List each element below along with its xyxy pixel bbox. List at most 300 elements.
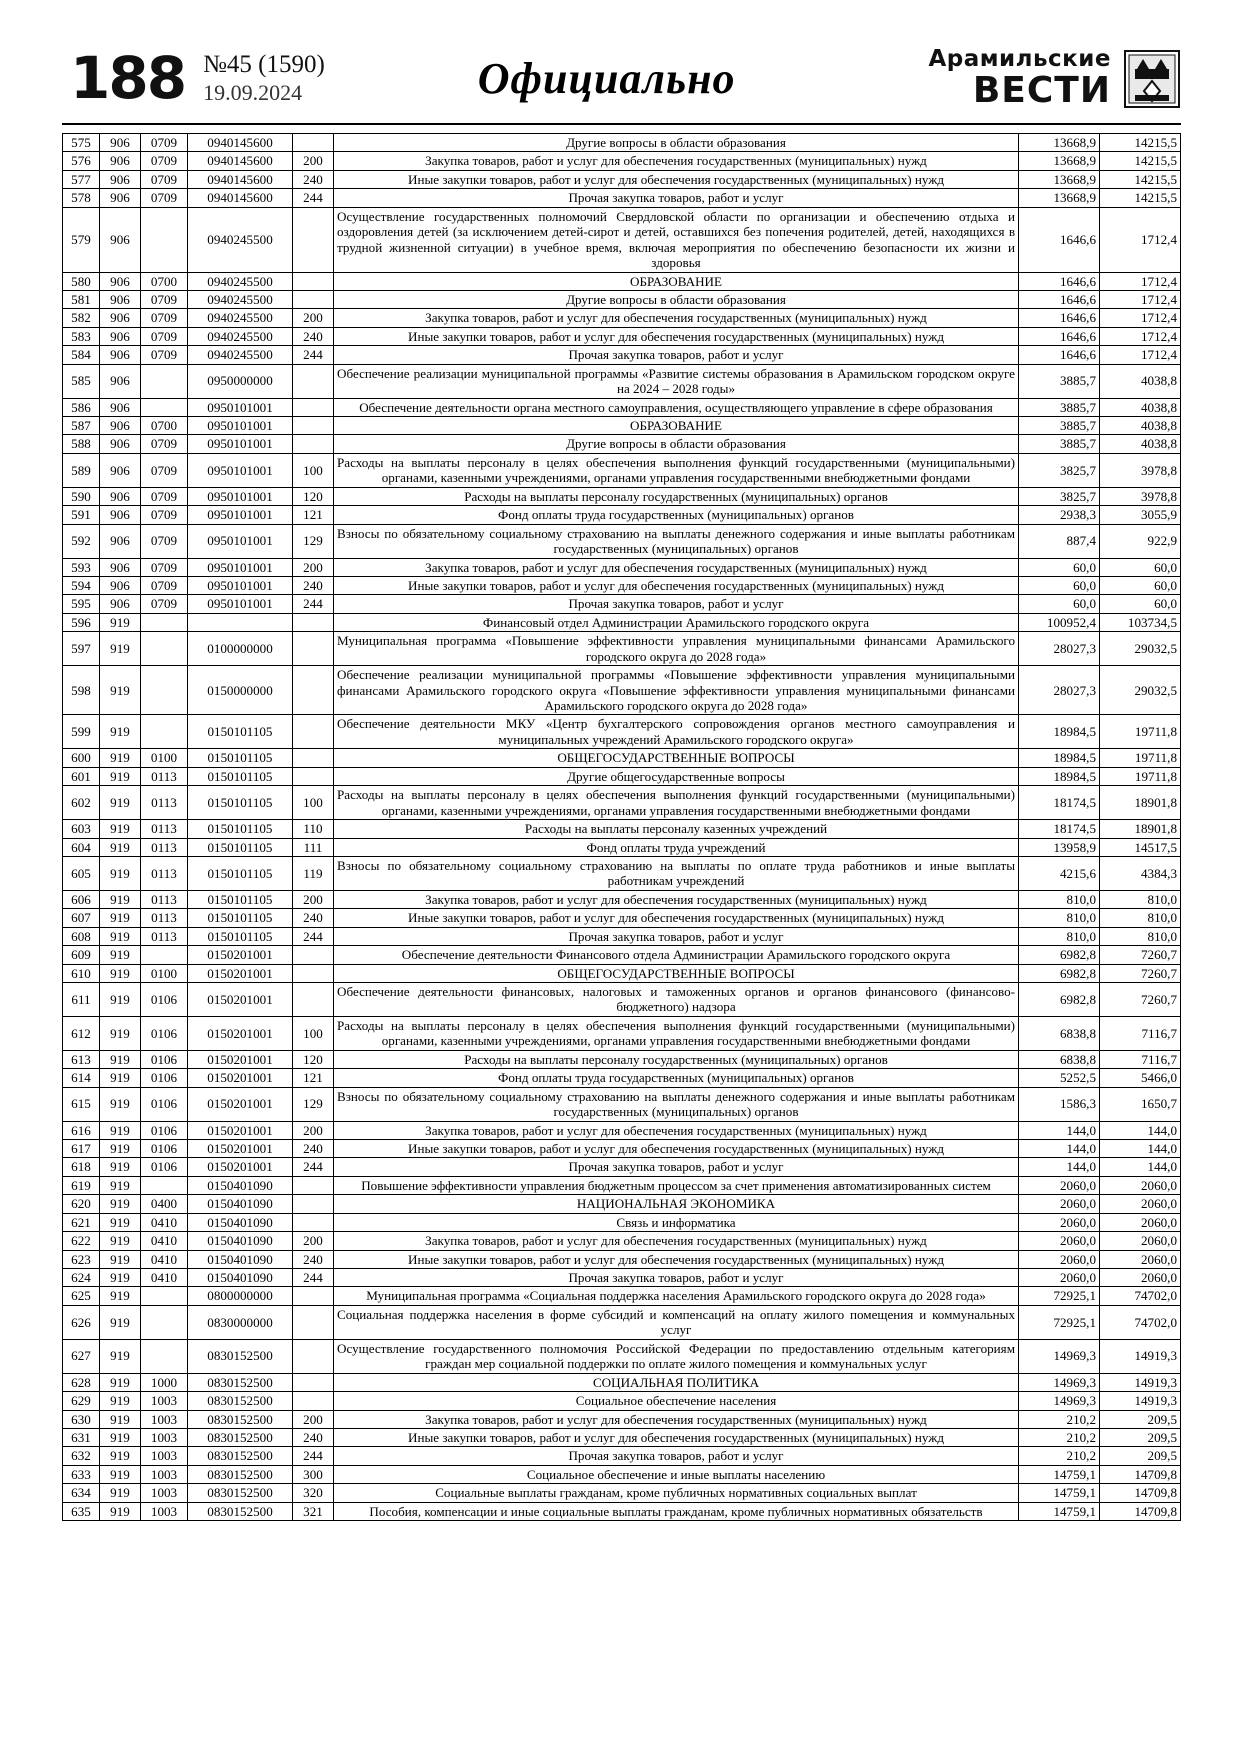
table-row [63, 1305, 1181, 1339]
cell-expense-type: 240 [293, 170, 334, 188]
row-number: 583 [63, 327, 100, 345]
cell-expense-type: 200 [293, 558, 334, 576]
cell-amount-year2: 14919,3 [1100, 1373, 1181, 1391]
cell-razdel [141, 1339, 188, 1373]
cell-vedomstvo: 919 [100, 1502, 141, 1520]
table-row [63, 346, 1181, 364]
cell-vedomstvo: 919 [100, 856, 141, 890]
cell-expense-type: 200 [293, 1410, 334, 1428]
cell-amount-year2: 5466,0 [1100, 1069, 1181, 1087]
cell-expense-name: Закупка товаров, работ и услуг для обеспечения государственных (муниципальных) нужд [334, 1410, 1019, 1428]
cell-amount-year1: 1646,6 [1019, 207, 1100, 272]
cell-amount-year1: 13668,9 [1019, 152, 1100, 170]
cell-vedomstvo: 919 [100, 767, 141, 785]
cell-expense-type [293, 290, 334, 308]
cell-razdel: 0100 [141, 749, 188, 767]
cell-target-article: 0150201001 [188, 1087, 293, 1121]
cell-amount-year1: 887,4 [1019, 524, 1100, 558]
cell-vedomstvo: 919 [100, 613, 141, 631]
row-number: 617 [63, 1139, 100, 1157]
cell-amount-year1: 4215,6 [1019, 856, 1100, 890]
cell-amount-year1: 13668,9 [1019, 170, 1100, 188]
cell-target-article: 0800000000 [188, 1287, 293, 1305]
cell-vedomstvo: 906 [100, 364, 141, 398]
cell-expense-name: НАЦИОНАЛЬНАЯ ЭКОНОМИКА [334, 1195, 1019, 1213]
cell-vedomstvo: 906 [100, 487, 141, 505]
cell-amount-year1: 3825,7 [1019, 453, 1100, 487]
cell-vedomstvo: 919 [100, 909, 141, 927]
table-row [63, 1050, 1181, 1068]
cell-razdel: 0709 [141, 558, 188, 576]
row-number: 626 [63, 1305, 100, 1339]
cell-razdel: 0106 [141, 1121, 188, 1139]
cell-vedomstvo: 919 [100, 838, 141, 856]
cell-target-article: 0150201001 [188, 1069, 293, 1087]
cell-amount-year1: 2060,0 [1019, 1250, 1100, 1268]
cell-razdel [141, 632, 188, 666]
cell-expense-name: Иные закупки товаров, работ и услуг для обеспечения государственных (муниципальных) нужд [334, 1139, 1019, 1157]
row-number: 598 [63, 666, 100, 715]
cell-amount-year1: 210,2 [1019, 1410, 1100, 1428]
cell-expense-type: 300 [293, 1465, 334, 1483]
row-number: 582 [63, 309, 100, 327]
cell-amount-year2: 60,0 [1100, 576, 1181, 594]
cell-razdel: 0709 [141, 134, 188, 152]
cell-vedomstvo: 919 [100, 1465, 141, 1483]
cell-expense-type: 110 [293, 820, 334, 838]
table-row [63, 838, 1181, 856]
table-row [63, 1121, 1181, 1139]
cell-amount-year1: 1646,6 [1019, 327, 1100, 345]
cell-amount-year2: 18901,8 [1100, 820, 1181, 838]
cell-expense-type: 100 [293, 453, 334, 487]
row-number: 624 [63, 1269, 100, 1287]
cell-expense-type [293, 1176, 334, 1194]
cell-expense-type: 244 [293, 1447, 334, 1465]
cell-amount-year1: 210,2 [1019, 1428, 1100, 1446]
cell-amount-year2: 3978,8 [1100, 487, 1181, 505]
cell-expense-type: 120 [293, 1050, 334, 1068]
cell-expense-name: Фонд оплаты труда учреждений [334, 838, 1019, 856]
cell-expense-type: 244 [293, 1158, 334, 1176]
cell-razdel: 1003 [141, 1484, 188, 1502]
table-row [63, 1502, 1181, 1520]
cell-razdel: 0106 [141, 1050, 188, 1068]
cell-expense-name: Осуществление государственного полномочия Российской Федерации по предоставлению отдельным категориям граждан мер социальной поддержки по оплате жилого помещения и коммунальных услуг [334, 1339, 1019, 1373]
cell-vedomstvo: 906 [100, 576, 141, 594]
cell-amount-year1: 60,0 [1019, 558, 1100, 576]
cell-vedomstvo: 919 [100, 1392, 141, 1410]
cell-target-article: 0100000000 [188, 632, 293, 666]
row-number: 602 [63, 786, 100, 820]
cell-amount-year1: 14759,1 [1019, 1465, 1100, 1483]
cell-amount-year1: 6982,8 [1019, 983, 1100, 1017]
cell-razdel: 0113 [141, 786, 188, 820]
cell-amount-year1: 810,0 [1019, 927, 1100, 945]
cell-amount-year1: 144,0 [1019, 1139, 1100, 1157]
table-row [63, 1428, 1181, 1446]
cell-razdel: 0410 [141, 1269, 188, 1287]
cell-amount-year2: 4038,8 [1100, 364, 1181, 398]
cell-amount-year2: 19711,8 [1100, 715, 1181, 749]
row-number: 603 [63, 820, 100, 838]
cell-amount-year1: 6982,8 [1019, 946, 1100, 964]
cell-amount-year1: 28027,3 [1019, 666, 1100, 715]
cell-amount-year1: 3825,7 [1019, 487, 1100, 505]
cell-expense-type: 321 [293, 1502, 334, 1520]
cell-razdel: 0106 [141, 983, 188, 1017]
cell-amount-year1: 810,0 [1019, 909, 1100, 927]
table-row [63, 1232, 1181, 1250]
cell-expense-type [293, 1339, 334, 1373]
cell-expense-type [293, 964, 334, 982]
cell-expense-name: Муниципальная программа «Социальная поддержка населения Арамильского городского округа до 2028 года» [334, 1287, 1019, 1305]
page-title: Официально [477, 53, 736, 103]
cell-target-article: 0950101001 [188, 524, 293, 558]
cell-razdel: 0106 [141, 1016, 188, 1050]
cell-target-article: 0950000000 [188, 364, 293, 398]
table-row [63, 1195, 1181, 1213]
cell-target-article: 0940245500 [188, 346, 293, 364]
cell-target-article: 0150201001 [188, 1121, 293, 1139]
cell-amount-year1: 3885,7 [1019, 398, 1100, 416]
cell-vedomstvo: 919 [100, 666, 141, 715]
cell-razdel: 0410 [141, 1250, 188, 1268]
cell-razdel: 1003 [141, 1465, 188, 1483]
row-number: 596 [63, 613, 100, 631]
row-number: 635 [63, 1502, 100, 1520]
row-number: 627 [63, 1339, 100, 1373]
cell-expense-type [293, 767, 334, 785]
cell-target-article: 0150201001 [188, 946, 293, 964]
cell-vedomstvo: 919 [100, 964, 141, 982]
cell-razdel: 0113 [141, 820, 188, 838]
cell-expense-name: Социальные выплаты гражданам, кроме публичных нормативных социальных выплат [334, 1484, 1019, 1502]
cell-target-article: 0950101001 [188, 435, 293, 453]
city-coat-of-arms-icon [1123, 45, 1181, 111]
row-number: 631 [63, 1428, 100, 1446]
cell-vedomstvo: 919 [100, 1158, 141, 1176]
cell-amount-year1: 14969,3 [1019, 1373, 1100, 1391]
cell-amount-year1: 14759,1 [1019, 1484, 1100, 1502]
row-number: 633 [63, 1465, 100, 1483]
cell-expense-type [293, 1392, 334, 1410]
cell-expense-type: 240 [293, 1428, 334, 1446]
cell-target-article: 0950101001 [188, 558, 293, 576]
cell-expense-type [293, 946, 334, 964]
cell-amount-year2: 209,5 [1100, 1428, 1181, 1446]
cell-vedomstvo: 906 [100, 309, 141, 327]
row-number: 622 [63, 1232, 100, 1250]
cell-expense-type: 129 [293, 1087, 334, 1121]
cell-amount-year2: 209,5 [1100, 1410, 1181, 1428]
table-row [63, 1158, 1181, 1176]
cell-amount-year1: 144,0 [1019, 1158, 1100, 1176]
table-row [63, 927, 1181, 945]
cell-amount-year2: 74702,0 [1100, 1305, 1181, 1339]
cell-vedomstvo: 919 [100, 1050, 141, 1068]
table-row [63, 189, 1181, 207]
cell-target-article: 0150101105 [188, 749, 293, 767]
cell-target-article: 0940145600 [188, 170, 293, 188]
cell-amount-year2: 2060,0 [1100, 1176, 1181, 1194]
row-number: 632 [63, 1447, 100, 1465]
cell-amount-year1: 3885,7 [1019, 435, 1100, 453]
cell-target-article: 0150201001 [188, 1139, 293, 1157]
table-row [63, 309, 1181, 327]
cell-vedomstvo: 919 [100, 632, 141, 666]
cell-vedomstvo: 919 [100, 1195, 141, 1213]
cell-expense-name: Закупка товаров, работ и услуг для обеспечения государственных (муниципальных) нужд [334, 1232, 1019, 1250]
row-number: 620 [63, 1195, 100, 1213]
row-number: 616 [63, 1121, 100, 1139]
row-number: 595 [63, 595, 100, 613]
cell-target-article: 0150201001 [188, 1016, 293, 1050]
cell-target-article: 0150101105 [188, 767, 293, 785]
cell-target-article: 0950101001 [188, 398, 293, 416]
cell-target-article: 0150201001 [188, 1158, 293, 1176]
cell-amount-year2: 14215,5 [1100, 170, 1181, 188]
cell-amount-year2: 1712,4 [1100, 327, 1181, 345]
cell-vedomstvo: 919 [100, 946, 141, 964]
cell-target-article: 0830000000 [188, 1305, 293, 1339]
brand-name-line1: Арамильские [928, 45, 1111, 72]
table-row [63, 946, 1181, 964]
cell-expense-type: 240 [293, 1139, 334, 1157]
cell-expense-type [293, 364, 334, 398]
cell-amount-year1: 210,2 [1019, 1447, 1100, 1465]
cell-amount-year2: 810,0 [1100, 890, 1181, 908]
row-number: 619 [63, 1176, 100, 1194]
cell-target-article: 0940245500 [188, 207, 293, 272]
cell-expense-type [293, 1373, 334, 1391]
row-number: 625 [63, 1287, 100, 1305]
cell-target-article: 0830152500 [188, 1410, 293, 1428]
cell-vedomstvo: 919 [100, 927, 141, 945]
row-number: 575 [63, 134, 100, 152]
cell-razdel: 0113 [141, 838, 188, 856]
cell-expense-name: Прочая закупка товаров, работ и услуг [334, 595, 1019, 613]
budget-table [62, 133, 1181, 1521]
cell-amount-year2: 14919,3 [1100, 1339, 1181, 1373]
cell-vedomstvo: 906 [100, 189, 141, 207]
cell-amount-year2: 1650,7 [1100, 1087, 1181, 1121]
cell-expense-name: Закупка товаров, работ и услуг для обеспечения государственных (муниципальных) нужд [334, 1121, 1019, 1139]
cell-razdel: 0106 [141, 1158, 188, 1176]
cell-expense-name: Социальное обеспечение и иные выплаты населению [334, 1465, 1019, 1483]
cell-target-article: 0830152500 [188, 1502, 293, 1520]
cell-amount-year2: 4384,3 [1100, 856, 1181, 890]
row-number: 630 [63, 1410, 100, 1428]
table-row [63, 786, 1181, 820]
cell-vedomstvo: 919 [100, 1250, 141, 1268]
cell-expense-type [293, 632, 334, 666]
cell-expense-name: ОБЩЕГОСУДАРСТВЕННЫЕ ВОПРОСЫ [334, 749, 1019, 767]
cell-expense-name: Финансовый отдел Администрации Арамильского городского округа [334, 613, 1019, 631]
cell-expense-type [293, 417, 334, 435]
row-number: 609 [63, 946, 100, 964]
budget-table-body [63, 134, 1181, 1521]
cell-razdel: 1003 [141, 1447, 188, 1465]
cell-razdel: 0100 [141, 964, 188, 982]
cell-amount-year2: 29032,5 [1100, 666, 1181, 715]
cell-razdel: 0709 [141, 487, 188, 505]
cell-amount-year1: 18984,5 [1019, 767, 1100, 785]
cell-amount-year2: 14709,8 [1100, 1502, 1181, 1520]
cell-expense-type [293, 435, 334, 453]
table-row [63, 417, 1181, 435]
cell-expense-type: 320 [293, 1484, 334, 1502]
cell-amount-year1: 1646,6 [1019, 290, 1100, 308]
cell-vedomstvo: 906 [100, 346, 141, 364]
table-row [63, 506, 1181, 524]
cell-target-article: 0940245500 [188, 327, 293, 345]
cell-expense-type [293, 398, 334, 416]
table-row [63, 749, 1181, 767]
cell-expense-name: Закупка товаров, работ и услуг для обеспечения государственных (муниципальных) нужд [334, 890, 1019, 908]
cell-amount-year1: 6838,8 [1019, 1016, 1100, 1050]
cell-expense-type: 200 [293, 890, 334, 908]
cell-expense-type: 240 [293, 576, 334, 594]
cell-target-article: 0150401090 [188, 1250, 293, 1268]
cell-target-article: 0150201001 [188, 964, 293, 982]
cell-vedomstvo: 919 [100, 1339, 141, 1373]
cell-target-article: 0150101105 [188, 820, 293, 838]
cell-razdel: 1003 [141, 1410, 188, 1428]
cell-target-article: 0150401090 [188, 1195, 293, 1213]
row-number: 604 [63, 838, 100, 856]
cell-razdel: 0700 [141, 272, 188, 290]
cell-vedomstvo: 919 [100, 1373, 141, 1391]
cell-razdel: 1000 [141, 1373, 188, 1391]
cell-expense-type: 100 [293, 1016, 334, 1050]
cell-target-article [188, 613, 293, 631]
cell-expense-name: Обеспечение деятельности Финансового отдела Администрации Арамильского городского округа [334, 946, 1019, 964]
page-number: 188 [70, 44, 186, 112]
cell-expense-name: Взносы по обязательному социальному страхованию на выплаты денежного содержания и иные выплаты работникам государственных (муниципальных) органов [334, 1087, 1019, 1121]
cell-expense-name: Иные закупки товаров, работ и услуг для обеспечения государственных (муниципальных) нужд [334, 1428, 1019, 1446]
cell-amount-year1: 13668,9 [1019, 189, 1100, 207]
row-number: 594 [63, 576, 100, 594]
cell-target-article: 0150000000 [188, 666, 293, 715]
cell-vedomstvo: 906 [100, 152, 141, 170]
cell-amount-year2: 209,5 [1100, 1447, 1181, 1465]
brand-text [928, 45, 1111, 111]
cell-expense-type: 244 [293, 595, 334, 613]
cell-amount-year1: 2938,3 [1019, 506, 1100, 524]
cell-expense-type [293, 749, 334, 767]
cell-expense-type: 244 [293, 346, 334, 364]
cell-amount-year2: 4038,8 [1100, 417, 1181, 435]
cell-target-article: 0150101105 [188, 909, 293, 927]
cell-expense-type: 244 [293, 927, 334, 945]
cell-razdel: 0113 [141, 767, 188, 785]
cell-amount-year2: 14215,5 [1100, 189, 1181, 207]
cell-expense-name: Иные закупки товаров, работ и услуг для обеспечения государственных (муниципальных) нужд [334, 576, 1019, 594]
table-row [63, 453, 1181, 487]
cell-target-article: 0150201001 [188, 1050, 293, 1068]
table-row [63, 820, 1181, 838]
table-row [63, 1339, 1181, 1373]
cell-expense-type [293, 983, 334, 1017]
table-row [63, 909, 1181, 927]
cell-amount-year2: 3978,8 [1100, 453, 1181, 487]
cell-amount-year1: 2060,0 [1019, 1232, 1100, 1250]
row-number: 576 [63, 152, 100, 170]
row-number: 599 [63, 715, 100, 749]
cell-amount-year1: 6982,8 [1019, 964, 1100, 982]
cell-expense-name: Фонд оплаты труда государственных (муниципальных) органов [334, 1069, 1019, 1087]
cell-amount-year1: 2060,0 [1019, 1213, 1100, 1231]
row-number: 589 [63, 453, 100, 487]
cell-amount-year1: 18174,5 [1019, 820, 1100, 838]
cell-amount-year2: 810,0 [1100, 927, 1181, 945]
cell-expense-type: 120 [293, 487, 334, 505]
table-row [63, 524, 1181, 558]
table-row [63, 558, 1181, 576]
cell-vedomstvo: 919 [100, 1176, 141, 1194]
cell-razdel [141, 1305, 188, 1339]
cell-vedomstvo: 919 [100, 1484, 141, 1502]
table-row [63, 767, 1181, 785]
cell-expense-name: ОБРАЗОВАНИЕ [334, 417, 1019, 435]
cell-expense-name: Расходы на выплаты персоналу государственных (муниципальных) органов [334, 487, 1019, 505]
cell-razdel: 0106 [141, 1139, 188, 1157]
cell-amount-year1: 13668,9 [1019, 134, 1100, 152]
cell-razdel: 0709 [141, 309, 188, 327]
cell-razdel [141, 946, 188, 964]
cell-expense-type: 111 [293, 838, 334, 856]
cell-vedomstvo: 919 [100, 1016, 141, 1050]
table-row [63, 1392, 1181, 1410]
cell-amount-year2: 14215,5 [1100, 152, 1181, 170]
cell-razdel: 0709 [141, 435, 188, 453]
cell-amount-year2: 1712,4 [1100, 272, 1181, 290]
cell-amount-year1: 18174,5 [1019, 786, 1100, 820]
cell-vedomstvo: 919 [100, 1232, 141, 1250]
cell-razdel: 0709 [141, 290, 188, 308]
table-row [63, 856, 1181, 890]
cell-vedomstvo: 919 [100, 820, 141, 838]
row-number: 621 [63, 1213, 100, 1231]
cell-vedomstvo: 906 [100, 290, 141, 308]
cell-amount-year2: 7260,7 [1100, 983, 1181, 1017]
row-number: 581 [63, 290, 100, 308]
cell-amount-year1: 2060,0 [1019, 1195, 1100, 1213]
cell-amount-year2: 3055,9 [1100, 506, 1181, 524]
cell-expense-type: 200 [293, 152, 334, 170]
cell-razdel: 0410 [141, 1213, 188, 1231]
cell-target-article: 0150401090 [188, 1176, 293, 1194]
table-row [63, 170, 1181, 188]
cell-razdel: 0700 [141, 417, 188, 435]
cell-amount-year2: 2060,0 [1100, 1195, 1181, 1213]
cell-vedomstvo: 906 [100, 453, 141, 487]
cell-expense-type: 129 [293, 524, 334, 558]
cell-amount-year1: 5252,5 [1019, 1069, 1100, 1087]
cell-expense-name: Социальное обеспечение населения [334, 1392, 1019, 1410]
table-row [63, 327, 1181, 345]
cell-expense-name: СОЦИАЛЬНАЯ ПОЛИТИКА [334, 1373, 1019, 1391]
cell-razdel: 1003 [141, 1392, 188, 1410]
cell-amount-year1: 1586,3 [1019, 1087, 1100, 1121]
cell-amount-year2: 2060,0 [1100, 1232, 1181, 1250]
row-number: 587 [63, 417, 100, 435]
cell-amount-year2: 14517,5 [1100, 838, 1181, 856]
table-row [63, 134, 1181, 152]
table-row [63, 1250, 1181, 1268]
cell-target-article: 0150101105 [188, 856, 293, 890]
